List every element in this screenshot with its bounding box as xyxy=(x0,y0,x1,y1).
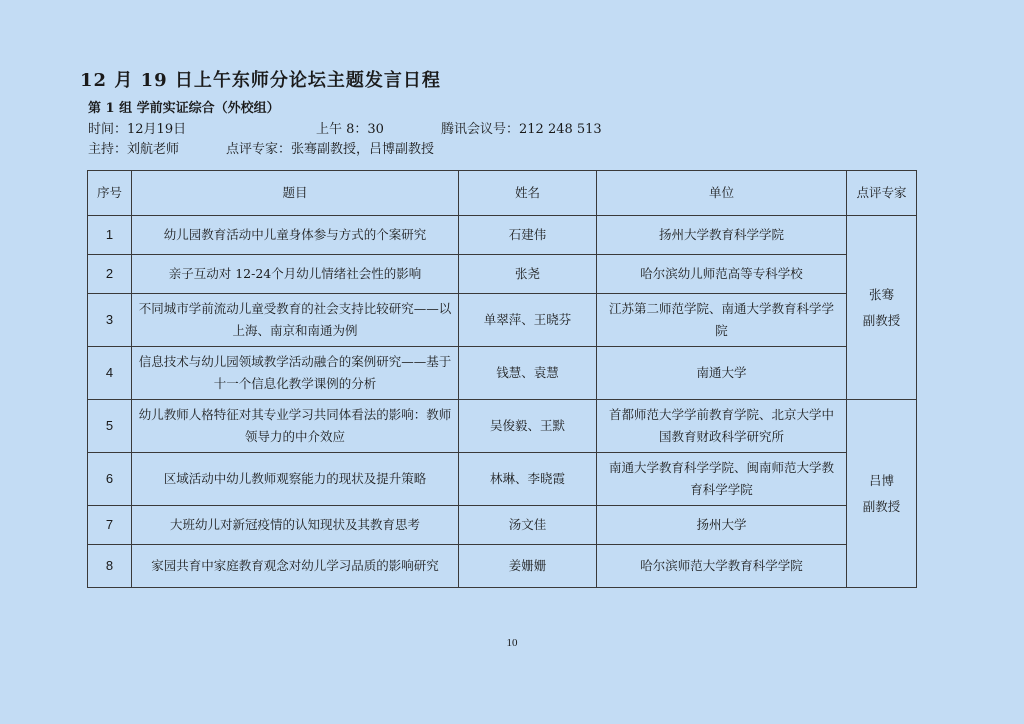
speaker-names: 姜姗姗 xyxy=(459,545,597,588)
speaker-names: 林琳、李晓霞 xyxy=(459,453,597,506)
table-row xyxy=(88,545,917,588)
table-row xyxy=(88,216,917,255)
talk-title: 大班幼儿对新冠疫情的认知现状及其教育思考 xyxy=(132,506,459,545)
column-header-title: 题目 xyxy=(132,171,459,216)
speaker-names: 吴俊毅、王默 xyxy=(459,400,597,453)
talk-title: 信息技术与幼儿园领域教学活动融合的案例研究——基于十一个信息化教学课例的分析 xyxy=(132,347,459,400)
speaker-unit: 扬州大学 xyxy=(597,506,847,545)
group-title: 第 1 组 学前实证综合（外校组） xyxy=(88,101,280,116)
speaker-unit: 扬州大学教育科学学院 xyxy=(597,216,847,255)
table-row xyxy=(88,294,917,347)
table-row xyxy=(88,453,917,506)
table-header-row xyxy=(88,171,917,216)
expert-title: 副教授 xyxy=(862,498,901,514)
talk-title: 幼儿教师人格特征对其专业学习共同体看法的影响：教师领导力的中介效应 xyxy=(132,400,459,453)
row-number: 1 xyxy=(88,216,132,255)
speaker-names: 张尧 xyxy=(459,255,597,294)
row-number: 2 xyxy=(88,255,132,294)
session-label: 上午 8：30 xyxy=(316,122,384,137)
host-line xyxy=(88,138,434,157)
speaker-unit: 首都师范大学学前教育学院、北京大学中国教育财政科学研究所 xyxy=(597,400,847,453)
row-number: 8 xyxy=(88,545,132,588)
expert-title: 副教授 xyxy=(862,312,901,328)
expert-name: 吕博 xyxy=(868,472,894,488)
talk-title: 家园共育中家庭教育观念对幼儿学习品质的影响研究 xyxy=(132,545,459,588)
speaker-unit: 南通大学 xyxy=(597,347,847,400)
meeting-id-label: 腾讯会议号：212 248 513 xyxy=(441,122,602,137)
table-row xyxy=(88,347,917,400)
review-expert-2 xyxy=(847,400,917,588)
experts-label: 点评专家：张骞副教授，吕博副教授 xyxy=(226,142,435,157)
talk-title: 幼儿园教育活动中儿童身体参与方式的个案研究 xyxy=(132,216,459,255)
page-title: 12 月 19 日上午东师分论坛主题发言日程 xyxy=(80,70,441,91)
schedule-table xyxy=(87,170,917,588)
speaker-unit: 哈尔滨幼儿师范高等专科学校 xyxy=(597,255,847,294)
review-expert-1 xyxy=(847,216,917,400)
speaker-unit: 哈尔滨师范大学教育科学学院 xyxy=(597,545,847,588)
row-number: 3 xyxy=(88,294,132,347)
expert-name: 张骞 xyxy=(868,286,894,302)
column-header-name: 姓名 xyxy=(459,171,597,216)
table-row xyxy=(88,400,917,453)
row-number: 6 xyxy=(88,453,132,506)
speaker-names: 石建伟 xyxy=(459,216,597,255)
speaker-names: 汤文佳 xyxy=(459,506,597,545)
row-number: 4 xyxy=(88,347,132,400)
page-number: 10 xyxy=(506,637,518,649)
talk-title: 区域活动中幼儿教师观察能力的现状及提升策略 xyxy=(132,453,459,506)
speaker-names: 钱慧、袁慧 xyxy=(459,347,597,400)
speaker-names: 单翠萍、王晓芬 xyxy=(459,294,597,347)
speaker-unit: 江苏第二师范学院、南通大学教育科学学院 xyxy=(597,294,847,347)
column-header-unit: 单位 xyxy=(597,171,847,216)
column-header-no: 序号 xyxy=(88,171,132,216)
schedule-time-line xyxy=(88,118,602,137)
row-number: 5 xyxy=(88,400,132,453)
column-header-expert: 点评专家 xyxy=(847,171,917,216)
table-row xyxy=(88,506,917,545)
speaker-unit: 南通大学教育科学学院、闽南师范大学教育科学学院 xyxy=(597,453,847,506)
talk-title: 亲子互动对 12-24个月幼儿情绪社会性的影响 xyxy=(132,255,459,294)
row-number: 7 xyxy=(88,506,132,545)
date-label: 时间：12月19日 xyxy=(88,122,187,137)
table-row xyxy=(88,255,917,294)
talk-title: 不同城市学前流动儿童受教育的社会支持比较研究——以上海、南京和南通为例 xyxy=(132,294,459,347)
host-label: 主持：刘航老师 xyxy=(88,142,180,157)
